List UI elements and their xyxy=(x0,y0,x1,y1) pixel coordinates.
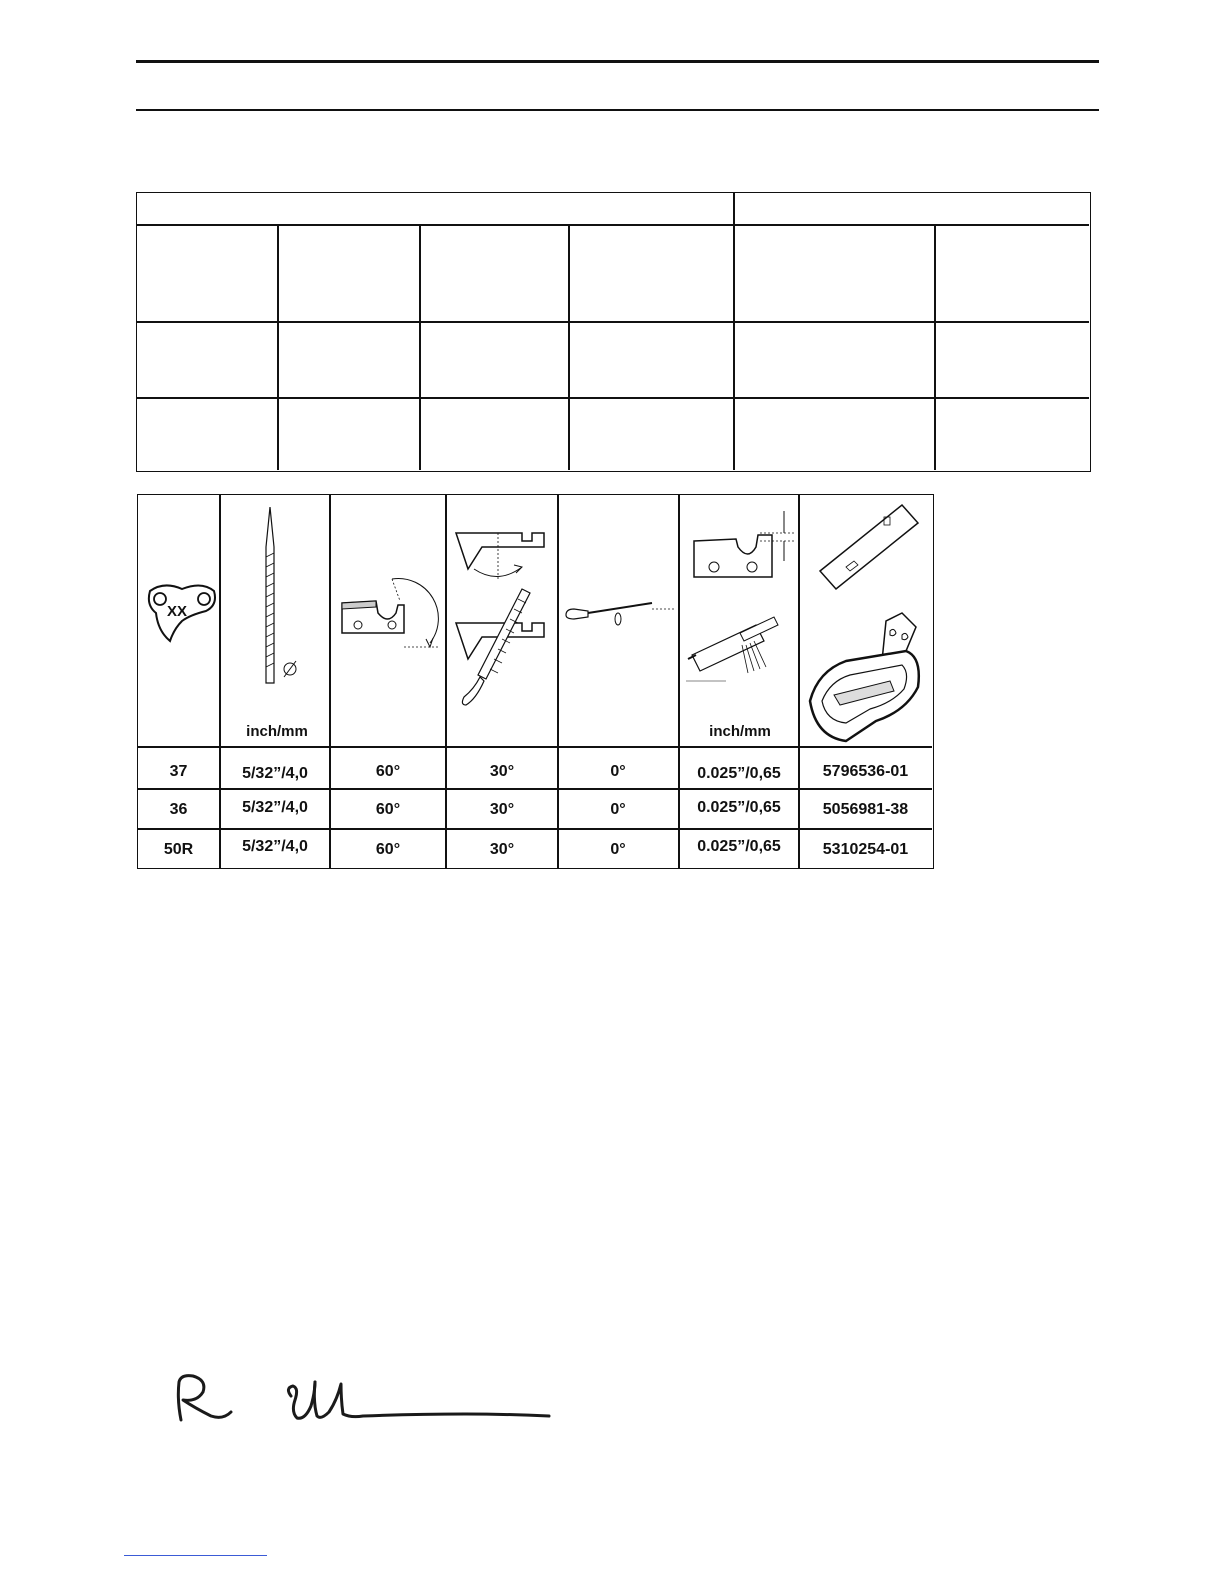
table-cell-tilt-angle: 0° xyxy=(610,801,626,818)
row-divider xyxy=(138,788,932,790)
table-cell-gauge-part-no: 5310254-01 xyxy=(822,841,909,858)
grid-line xyxy=(137,224,1089,226)
grid-line xyxy=(137,397,1089,399)
second-rule xyxy=(136,109,1099,111)
cutter-angle-icon xyxy=(336,573,440,658)
sharpening-table xyxy=(137,494,934,869)
table-cell-filing-angle: 30° xyxy=(489,763,515,780)
handwritten-signature xyxy=(165,1360,565,1440)
filing-angle-icon xyxy=(452,519,552,714)
table-cell-chain: 50R xyxy=(163,841,194,858)
grid-line xyxy=(137,321,1089,323)
table-cell-gauge-part-no: 5796536-01 xyxy=(822,763,909,780)
table-cell-file-diameter: 5/32”/4,0 xyxy=(242,838,308,855)
table-cell-file-diameter: 5/32”/4,0 xyxy=(242,799,308,816)
file-holder-icon xyxy=(562,595,674,640)
chain-badge-label: XX xyxy=(166,603,187,620)
table-cell-tilt-angle: 0° xyxy=(610,763,626,780)
grid-line xyxy=(934,224,936,470)
link-underline xyxy=(124,1555,267,1556)
table-cell-chain: 36 xyxy=(169,801,188,818)
grid-line xyxy=(733,193,735,470)
table-cell-filing-angle: 30° xyxy=(489,841,515,858)
row-divider xyxy=(138,828,932,830)
grid-line xyxy=(277,224,279,470)
table-cell-top-plate-angle: 60° xyxy=(375,801,401,818)
table-cell-depth-gauge: 0.025”/0,65 xyxy=(697,838,781,855)
depth-gauge-unit: inch/mm xyxy=(709,723,771,740)
depth-gauge-icon xyxy=(686,505,794,690)
grid-line xyxy=(419,224,421,470)
table-cell-filing-angle: 30° xyxy=(489,801,515,818)
grid-line xyxy=(568,224,570,470)
table-cell-top-plate-angle: 60° xyxy=(375,841,401,858)
table-cell-file-diameter: 5/32”/4,0 xyxy=(242,765,308,782)
table-cell-depth-gauge: 0.025”/0,65 xyxy=(697,765,781,782)
table-cell-chain: 37 xyxy=(169,763,188,780)
table-cell-gauge-part-no: 5056981-38 xyxy=(822,801,909,818)
filing-gauge-icon xyxy=(806,501,932,750)
table-cell-tilt-angle: 0° xyxy=(610,841,626,858)
table-cell-depth-gauge: 0.025”/0,65 xyxy=(697,799,781,816)
upper-grid-table xyxy=(136,192,1091,472)
top-rule xyxy=(136,60,1099,63)
round-file-icon xyxy=(260,507,300,692)
file-diameter-unit: inch/mm xyxy=(246,723,308,740)
table-cell-top-plate-angle: 60° xyxy=(375,763,401,780)
